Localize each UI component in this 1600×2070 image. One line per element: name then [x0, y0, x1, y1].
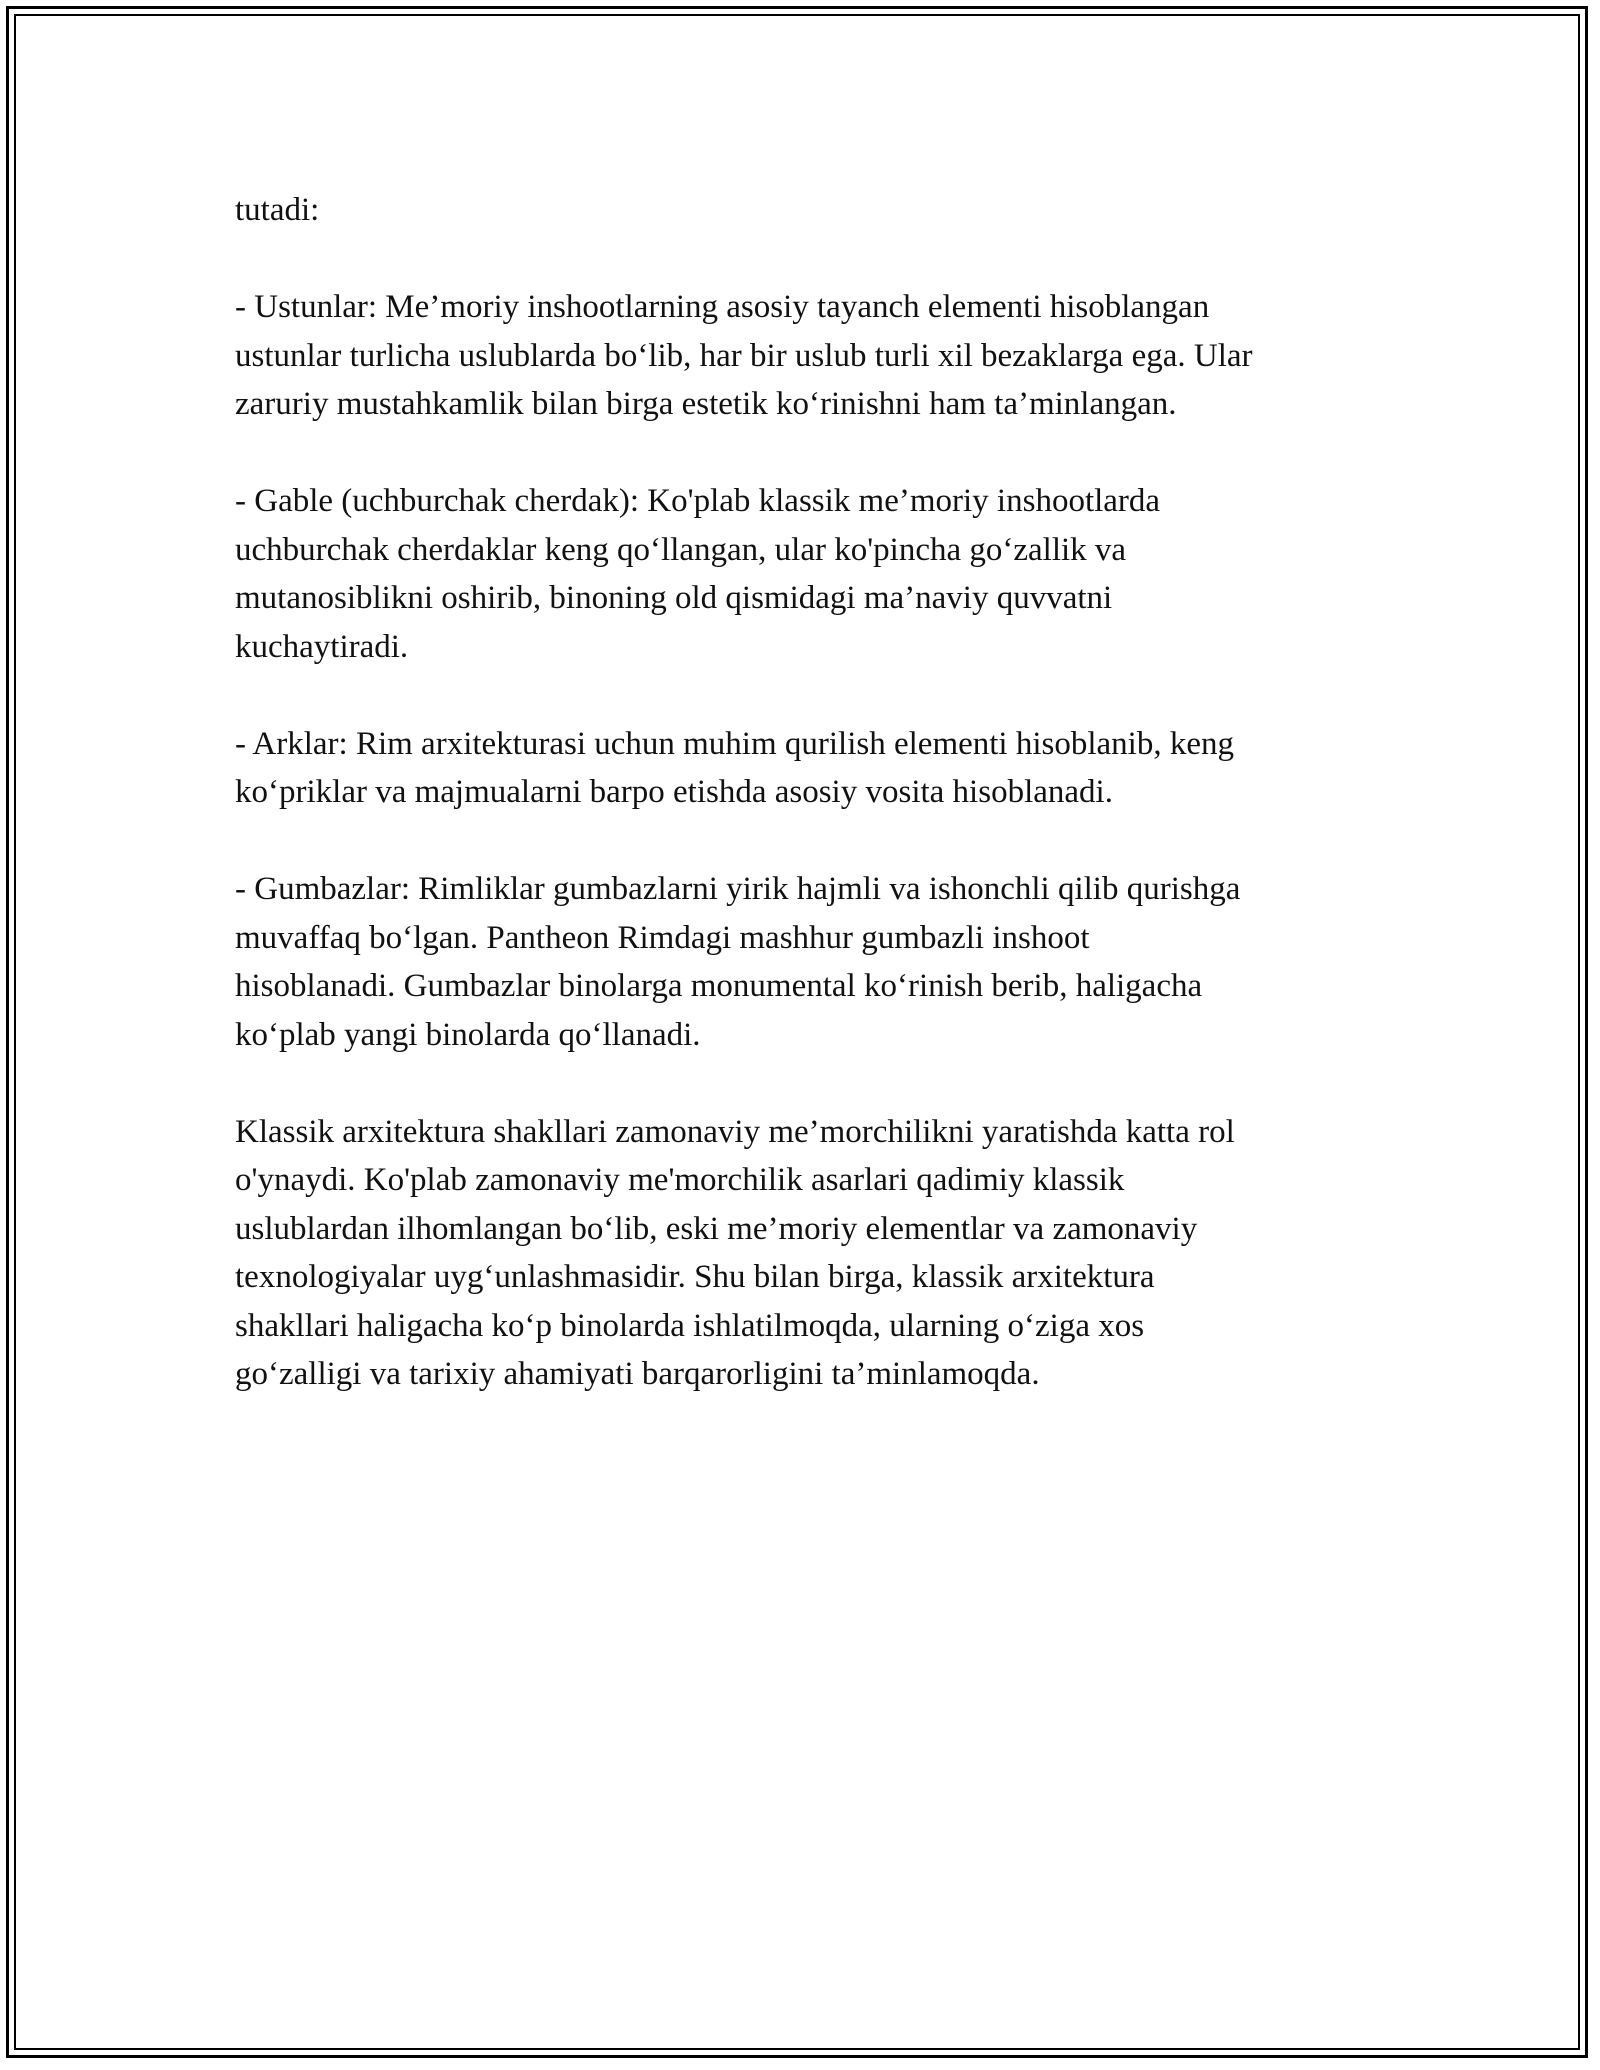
- text-line: ustunlar turlicha uslublarda bo‘lib, har bir uslub turli xil bezaklarga ega. Ular: [235, 337, 1253, 374]
- paragraph-gable: [235, 477, 1385, 671]
- text-line: o'ynaydi. Ko'plab zamonaviy me'morchilik asarlari qadimiy klassik: [235, 1162, 1125, 1198]
- text-line: - Gable (uchburchak cherdak): Ko'plab klassik me’moriy inshootlarda: [235, 483, 1161, 519]
- text-line: tutadi:: [235, 192, 320, 228]
- text-line: zaruriy mustahkamlik bilan birga estetik ko‘rinishni ham ta’minlangan.: [235, 386, 1177, 422]
- paragraph-arklar: [235, 720, 1385, 817]
- text-line: - Gumbazlar: Rimliklar gumbazlarni yirik hajmli va ishonchli qilib qurishga: [235, 871, 1241, 907]
- text-line: ko‘plab yangi binolarda qo‘llanadi.: [235, 1016, 701, 1053]
- paragraph-gumbazlar: [235, 865, 1385, 1059]
- text-line: shakllari haligacha ko‘p binolarda ishlatilmoqda, ularning o‘ziga xos: [235, 1307, 1145, 1344]
- text-line: - Arklar: Rim arxitekturasi uchun muhim qurilish elementi hisoblanib, keng: [235, 725, 1234, 762]
- paragraph-conclusion: [235, 1108, 1385, 1399]
- text-line: kuchaytiradi.: [235, 628, 409, 665]
- text-line: - Ustunlar: Me’moriy inshootlarning asosiy tayanch elementi hisoblangan: [235, 289, 1210, 325]
- text-line: mutanosiblikni oshirib, binoning old qismidagi ma’naviy quvvatni: [235, 580, 1113, 616]
- text-line: texnologiyalar uyg‘unlashmasidir. Shu bilan birga, klassik arxitektura: [235, 1259, 1155, 1295]
- text-line: uslublardan ilhomlangan bo‘lib, eski me’moriy elementlar va zamonaviy: [235, 1210, 1198, 1247]
- text-line: hisoblanadi. Gumbazlar binolarga monumental ko‘rinish berib, haligacha: [235, 968, 1203, 1004]
- text-line: Klassik arxitektura shakllari zamonaviy me’morchilikni yaratishda katta rol: [235, 1113, 1235, 1150]
- text-line: muvaffaq bo‘lgan. Pantheon Rimdagi mashhur gumbazli inshoot: [235, 919, 1090, 956]
- text-line: go‘zalligi va tarixiy ahamiyati barqarorligini ta’minlamoqda.: [235, 1356, 1040, 1392]
- text-line: ko‘priklar va majmualarni barpo etishda asosiy vosita hisoblanadi.: [235, 774, 1113, 810]
- paragraph-intro: [235, 186, 1385, 235]
- text-line: uchburchak cherdaklar keng qo‘llangan, ular ko'pincha go‘zallik va: [235, 531, 1127, 568]
- paragraph-ustunlar: [235, 283, 1385, 429]
- document-body: [235, 186, 1385, 1447]
